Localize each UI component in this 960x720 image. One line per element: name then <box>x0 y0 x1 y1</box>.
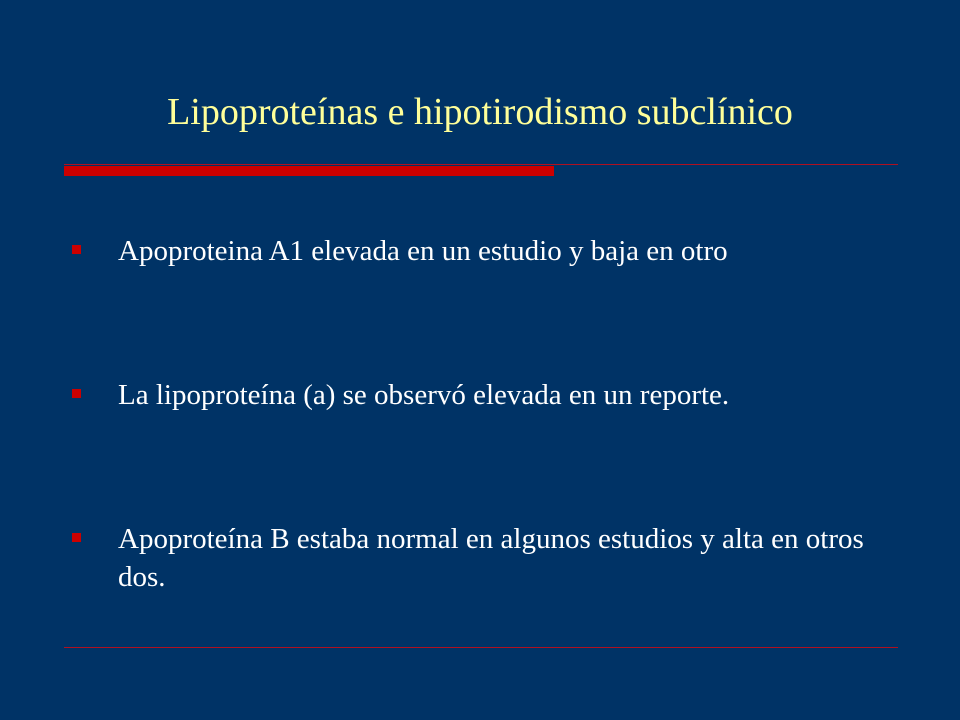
bullet-text: Apoproteina A1 elevada en un estudio y baja en otro <box>118 235 728 267</box>
square-bullet-icon <box>72 533 81 542</box>
square-bullet-icon <box>72 389 81 398</box>
bullet-text: Apoproteína B estaba normal en algunos estudios y alta en otros dos. <box>118 523 864 593</box>
footer-divider <box>64 647 898 648</box>
square-bullet-icon <box>72 245 81 254</box>
slide-title: Lipoproteínas e hipotirodismo subclínico <box>167 91 793 133</box>
bullet-text: La lipoproteína (a) se observó elevada en un reporte. <box>118 379 730 411</box>
